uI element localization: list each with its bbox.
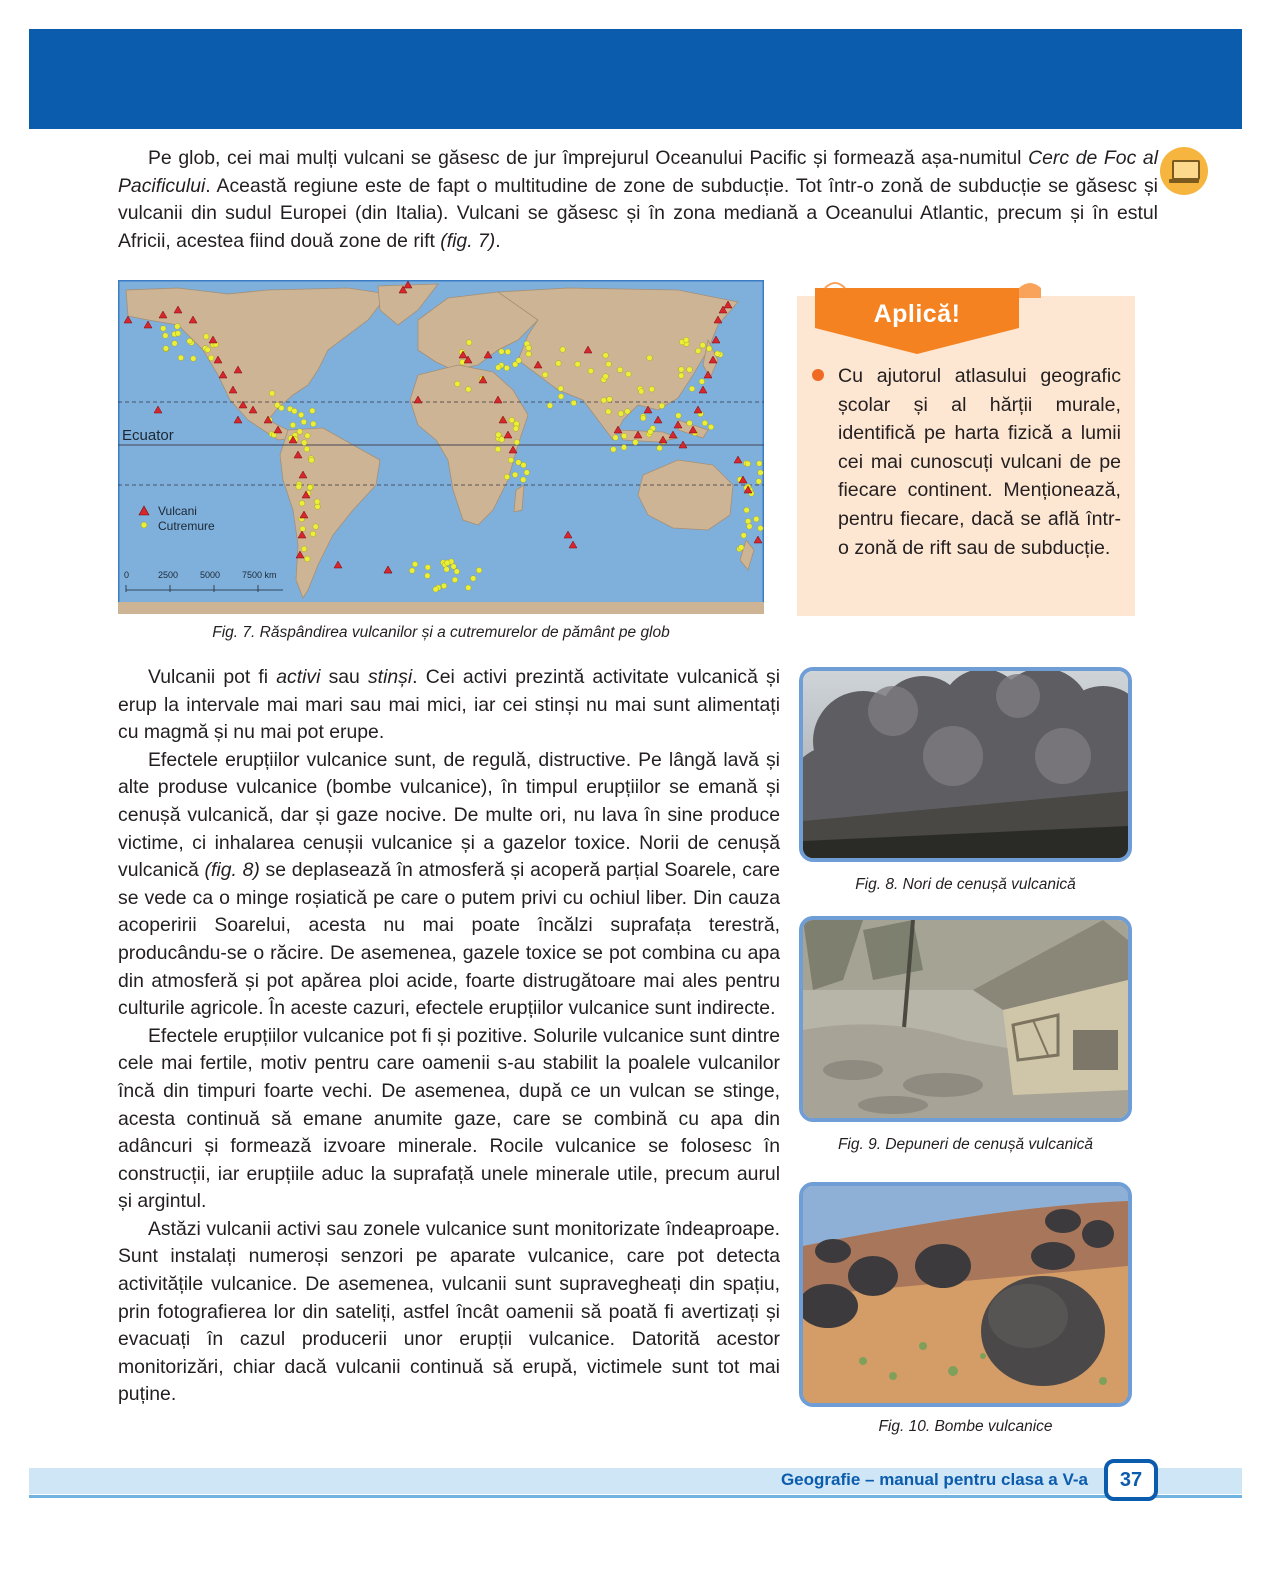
legend-earthquakes: Cutremure xyxy=(158,519,215,533)
svg-text:5000: 5000 xyxy=(200,570,221,580)
world-volcano-map xyxy=(118,280,764,614)
paragraph-2: Efectele erupțiilor vulcanice sunt, de regulă, distructive. Pe lângă lavă și alte produse vulcanice (bombe vulcanice), în timpul erupțiilor se emană și cenușă vulcanică, dar și gaze nocive. De multe ori, nu lava în sine produce victime, ci inhalarea cenușii vulcanice și a gazelor toxice. Norii de cenușă vulcanică (fig. 8) se deplasează în atmosferă și acoperă parțial Soarele, care se vede ca o minge roșiatică pe care o putem privi cu ochiul liber. Din cauza acoperirii Soarelui, acesta nu mai poate încălzi suprafața terestră, producându-se o răcire. De asemenea, gazele toxice se pot combina cu apa din atmosferă și pot apărea ploi acide, foarte distrugătoare mai ales pentru culturile agricole. În aceste cazuri, efectele erupțiilor vulcanice sunt indirecte. xyxy=(118,748,780,1020)
paragraph-1: Vulcanii pot fi activi sau stinși. Cei activi prezintă activitate vulcanică și erup la intervale mai mari sau mai mici, iar cei stinși nu mai sunt alimentați cu magmă și nu mai pot erupe. xyxy=(118,666,780,744)
bullet-icon xyxy=(812,369,824,381)
map-caption: Fig. 7. Răspândirea vulcanilor și a cutremurelor de pământ pe glob xyxy=(212,624,670,641)
fig10-caption: Fig. 10. Bombe vulcanice xyxy=(878,1418,1053,1435)
svg-text:2500: 2500 xyxy=(158,570,179,580)
volcanic-bombs-photo xyxy=(799,1182,1132,1407)
ash-deposit-photo xyxy=(799,916,1132,1122)
svg-text:7500 km: 7500 km xyxy=(242,570,277,580)
computer-icon[interactable] xyxy=(1160,147,1208,195)
paragraph-3: Efectele erupțiilor vulcanice pot fi și pozitive. Solurile vulcanice sunt dintre cele mai fertile, motiv pentru care oamenii s-au stabilit la poalele vulcanilor încă din timpuri foarte vechi. De asemenea, după ce un vulcan se stinge, acesta continuă să emane anumite gaze, care se combină cu apa din adâncuri și formează izvoare minerale. Rocile vulcanice se folosesc în construcții, iar erupțiile aduc la suprafață unele minerale utile, precum aurul și argintul. xyxy=(118,1024,780,1213)
body-text xyxy=(118,664,780,1409)
aplica-title: Aplică! xyxy=(873,300,961,328)
svg-text:0: 0 xyxy=(124,570,130,580)
aplica-text: Cu ajutorul atlasului geografic școlar și al hărții murale, identifică pe harta fizică a lumii cei mai cunoscuți vulcani de pe fiecare continent. Menționează, pentru fiecare, dacă se află într-o zonă de rift sau de subducție. xyxy=(838,365,1121,559)
equator-label: Ecuator xyxy=(122,427,174,444)
book-title: Geografie – manual pentru clasa a V-a xyxy=(780,1470,1088,1489)
paragraph-4: Astăzi vulcanii activi sau zonele vulcanice sunt monitorizate îndeaproape. Sunt instalați numeroși senzori pe aparate vulcanice, care pot detecta activitățile vulcanice. De asemenea, vulcanii sunt supravegheați din spațiu, prin fotografierea lor din sateliți, astfel încât oamenii să poată fi avertizați și evacuați în cazul producerii unor erupții vulcanice. Datorită acestor monitorizări, chiar dacă vulcanii continuă să erupă, victimele sunt tot mai puține. xyxy=(118,1217,780,1406)
intro-paragraph: Pe glob, cei mai mulți vulcani se găsesc de jur împrejurul Oceanului Pacific și formează așa-numitul Cerc de Foc al Pacificului. Această regiune este de fapt o multitudine de zone de subducție. Tot într-o zonă de subducție se găsesc și vulcanii din sudul Europei (din Italia). Vulcani se găsesc și în zona mediană a Oceanului Atlantic, precum și în estul Africii, acestea fiind două zone de rift (fig. 7). xyxy=(118,147,1158,252)
header-band xyxy=(29,29,1242,129)
legend-volcanoes: Vulcani xyxy=(158,504,197,518)
fig8-caption: Fig. 8. Nori de cenușă vulcanică xyxy=(855,876,1076,893)
fig9-caption: Fig. 9. Depuneri de cenușă vulcanică xyxy=(837,1136,1094,1153)
footer-line xyxy=(29,1495,1242,1498)
ash-cloud-photo xyxy=(799,667,1132,862)
page-number: 37 xyxy=(1104,1459,1158,1501)
